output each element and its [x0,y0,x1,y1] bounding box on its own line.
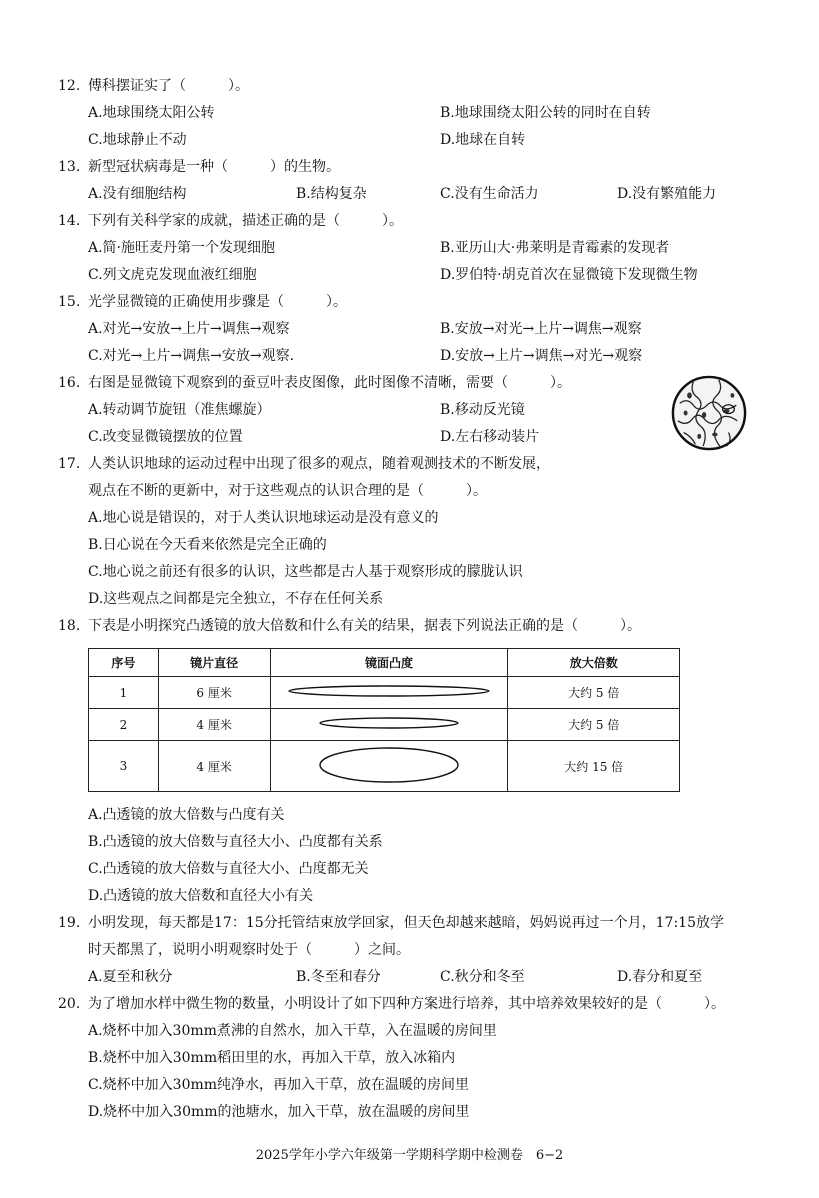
row-no: 3 [89,741,159,792]
question-12-option-d: D.地球在自转 [440,132,526,148]
table-header-diameter: 镜片直径 [158,649,270,677]
question-14-option-b: B.亚历山大·弗莱明是青霉素的发现者 [440,240,670,256]
table-header-convexity: 镜面凸度 [270,649,508,677]
question-20-option-a: A.烧杯中加入30mm煮沸的自然水，加入干草，入在温暖的房间里 [88,1023,497,1039]
table-row [89,741,680,792]
question-19-stem: 19. 小明发现，每天都是17：15分托管结束放学回家，但天色却越来越暗，妈妈说再过一个月，17:15放学 [58,915,724,931]
question-13-option-d: D.没有繁殖能力 [617,186,717,202]
question-12-option-c: C.地球静止不动 [88,132,187,148]
lens-shape-3 [320,748,458,782]
question-15-option-a: A.对光→安放→上片→调焦→观察 [88,321,290,337]
question-12-stem: 12. 傅科摆证实了（ ）。 [58,78,249,94]
table-row [89,709,680,741]
lens-results-table [88,648,680,792]
question-17-option-a: A.地心说是错误的，对于人类认识地球运动是没有意义的 [88,510,439,526]
question-16-option-b: B.移动反光镜 [440,402,525,418]
question-14-option-a: A.简·施旺麦丹第一个发现细胞 [88,240,276,256]
question-18-stem: 18. 下表是小明探究凸透镜的放大倍数和什么有关的结果，据表下列说法正确的是（ ）。 [58,618,641,634]
question-18-option-b: B.凸透镜的放大倍数与直径大小、凸度都有关系 [88,834,383,850]
row-magnification: 大约 15 倍 [508,741,680,792]
row-magnification: 大约 5 倍 [508,709,680,741]
question-17-option-b: B.日心说在今天看来依然是完全正确的 [88,537,327,553]
table-header-magnification: 放大倍数 [508,649,680,677]
microscope-leaf-epidermis-image [670,374,748,452]
question-16-option-a: A.转动调节旋钮（准焦螺旋） [88,402,271,418]
question-12-option-b: B.地球围绕太阳公转的同时在自转 [440,105,651,121]
question-16-option-c: C.改变显微镜摆放的位置 [88,429,243,445]
question-19-option-a: A.夏至和秋分 [88,969,173,985]
row-no: 1 [89,677,159,709]
table-row [89,677,680,709]
question-18-option-a: A.凸透镜的放大倍数与凸度有关 [88,807,285,823]
page-footer: 2025学年小学六年级第一学期科学期中检测卷 6−2 [255,1148,564,1163]
question-14-option-c: C.列文虎克发现血液红细胞 [88,267,257,283]
question-16-option-d: D.左右移动装片 [440,429,540,445]
lens-shape-cell [270,741,508,792]
question-17-option-d: D.这些观点之间都是完全独立，不存在任何关系 [88,591,384,607]
lens-shape-cell [270,709,508,741]
question-17-option-c: C.地心说之前还有很多的认识，这些都是古人基于观察形成的朦胧认识 [88,564,523,580]
question-15-option-b: B.安放→对光→上片→调焦→观察 [440,321,642,337]
question-12-option-a: A.地球围绕太阳公转 [88,105,215,121]
row-diameter: 6 厘米 [158,677,270,709]
question-14-option-d: D.罗伯特·胡克首次在显微镜下发现微生物 [440,267,698,283]
question-20-stem: 20. 为了增加水样中微生物的数量，小明设计了如下四种方案进行培养，其中培养效果较好的是（ ）。 [58,996,725,1012]
question-18-option-c: C.凸透镜的放大倍数与直径大小、凸度都无关 [88,861,369,877]
question-20-option-d: D.烧杯中加入30mm的池塘水，加入干草，放在温暖的房间里 [88,1104,470,1120]
question-20-option-c: C.烧杯中加入30mm纯净水，再加入干草，放在温暖的房间里 [88,1077,470,1093]
row-diameter: 4 厘米 [158,741,270,792]
question-15-option-c: C.对光→上片→调焦→安放→观察. [88,348,295,364]
table-header-no: 序号 [89,649,159,677]
question-17-stem: 17. 人类认识地球的运动过程中出现了很多的观点，随着观测技术的不断发展， [58,456,550,472]
lens-shape-1 [289,686,489,696]
question-13-option-c: C.没有生命活力 [440,186,539,202]
row-no: 2 [89,709,159,741]
question-16-stem: 16. 右图是显微镜下观察到的蚕豆叶表皮图像，此时图像不清晰，需要（ ）。 [58,375,571,391]
question-13-option-a: A.没有细胞结构 [88,186,187,202]
question-19-option-c: C.秋分和冬至 [440,969,525,985]
question-19-option-d: D.春分和夏至 [617,969,703,985]
question-13-option-b: B.结构复杂 [296,186,367,202]
row-magnification: 大约 5 倍 [508,677,680,709]
question-13-stem: 13. 新型冠状病毒是一种（ ）的生物。 [58,159,340,175]
question-17-stem-continued: 观点在不断的更新中，对于这些观点的认识合理的是（ ）。 [88,483,487,499]
question-14-stem: 14. 下列有关科学家的成就，描述正确的是（ ）。 [58,213,403,229]
question-19-option-b: B.冬至和春分 [296,969,381,985]
question-19-stem-continued: 时天都黑了，说明小明观察时处于（ ）之间。 [88,942,410,958]
question-15-stem: 15. 光学显微镜的正确使用步骤是（ ）。 [58,294,347,310]
row-diameter: 4 厘米 [158,709,270,741]
question-20-option-b: B.烧杯中加入30mm稻田里的水，再加入干草，放入冰箱内 [88,1050,456,1066]
question-18-option-d: D.凸透镜的放大倍数和直径大小有关 [88,888,314,904]
lens-shape-cell [270,677,508,709]
lens-shape-2 [320,718,458,728]
question-15-option-d: D.安放→上片→调焦→对光→观察 [440,348,643,364]
